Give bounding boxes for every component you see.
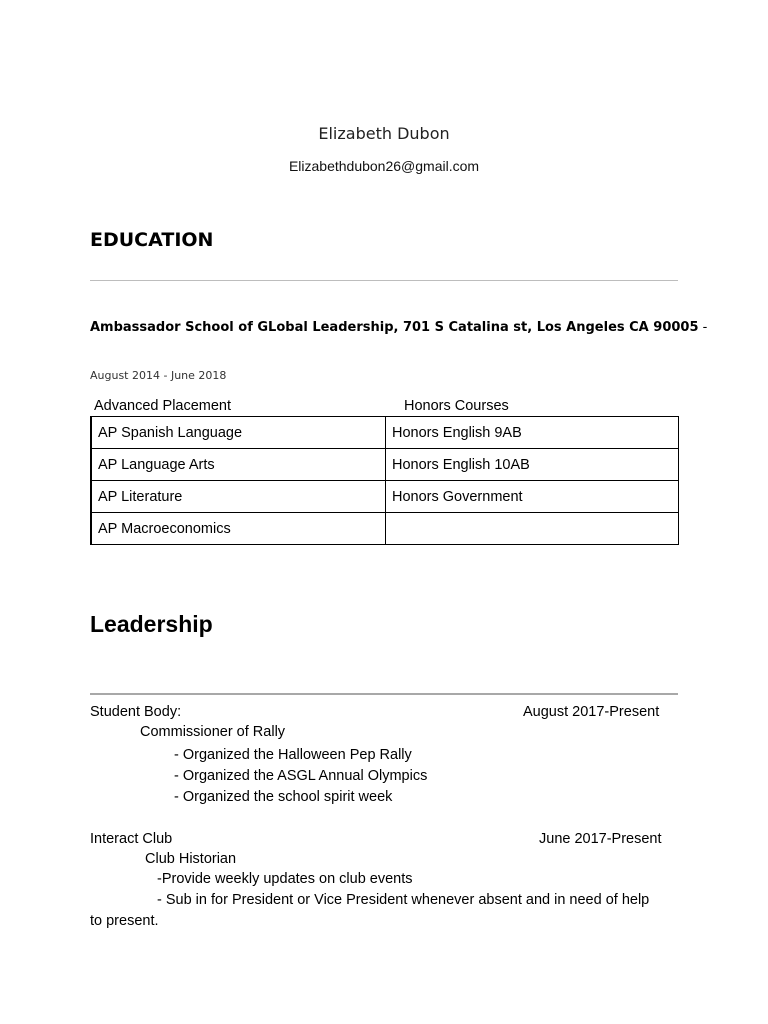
table-cell: Honors English 9AB — [386, 417, 679, 449]
table-row — [91, 449, 679, 481]
education-divider — [90, 280, 678, 281]
leadership-heading: Leadership — [90, 611, 213, 637]
table-cell: AP Language Arts — [91, 449, 386, 481]
student-body-bullet: - Organized the school spirit week — [174, 789, 393, 805]
table-row — [91, 417, 679, 449]
school-suffix: - — [698, 320, 708, 335]
interact-org: Interact Club — [90, 831, 173, 847]
applicant-email: Elizabethdubon26@gmail.com — [288, 158, 480, 174]
table-cell: AP Literature — [91, 481, 386, 513]
student-body-dates: August 2017-Present — [523, 704, 660, 720]
interact-bullet: - Sub in for President or Vice President whenever absent and in need of help — [157, 892, 650, 908]
interact-bullet-continued: to present. — [90, 913, 159, 929]
col-header-ap: Advanced Placement — [94, 398, 232, 414]
student-body-role: Commissioner of Rally — [140, 724, 286, 740]
table-cell: Honors Government — [386, 481, 679, 513]
education-heading: EDUCATION — [90, 229, 214, 251]
school-dates: August 2014 - June 2018 — [90, 369, 227, 382]
school-line — [90, 320, 707, 335]
interact-role: Club Historian — [145, 851, 237, 867]
applicant-name: Elizabeth Dubon — [318, 124, 450, 143]
student-body-bullet: - Organized the Halloween Pep Rally — [174, 747, 412, 763]
courses-table — [90, 416, 679, 545]
interact-dates: June 2017-Present — [539, 831, 662, 847]
table-row — [91, 481, 679, 513]
table-cell: AP Macroeconomics — [91, 513, 386, 545]
leadership-divider — [90, 693, 678, 695]
table-cell: AP Spanish Language — [91, 417, 386, 449]
school-name: Ambassador School of GLobal Leadership, 701 S Catalina st, Los Angeles CA 90005 — [90, 320, 699, 335]
student-body-bullet: - Organized the ASGL Annual Olympics — [174, 768, 428, 784]
table-row — [91, 513, 679, 545]
student-body-org: Student Body: — [90, 704, 182, 720]
table-cell — [386, 513, 679, 545]
interact-bullet: -Provide weekly updates on club events — [157, 871, 413, 887]
col-header-honors: Honors Courses — [404, 398, 509, 414]
table-cell: Honors English 10AB — [386, 449, 679, 481]
